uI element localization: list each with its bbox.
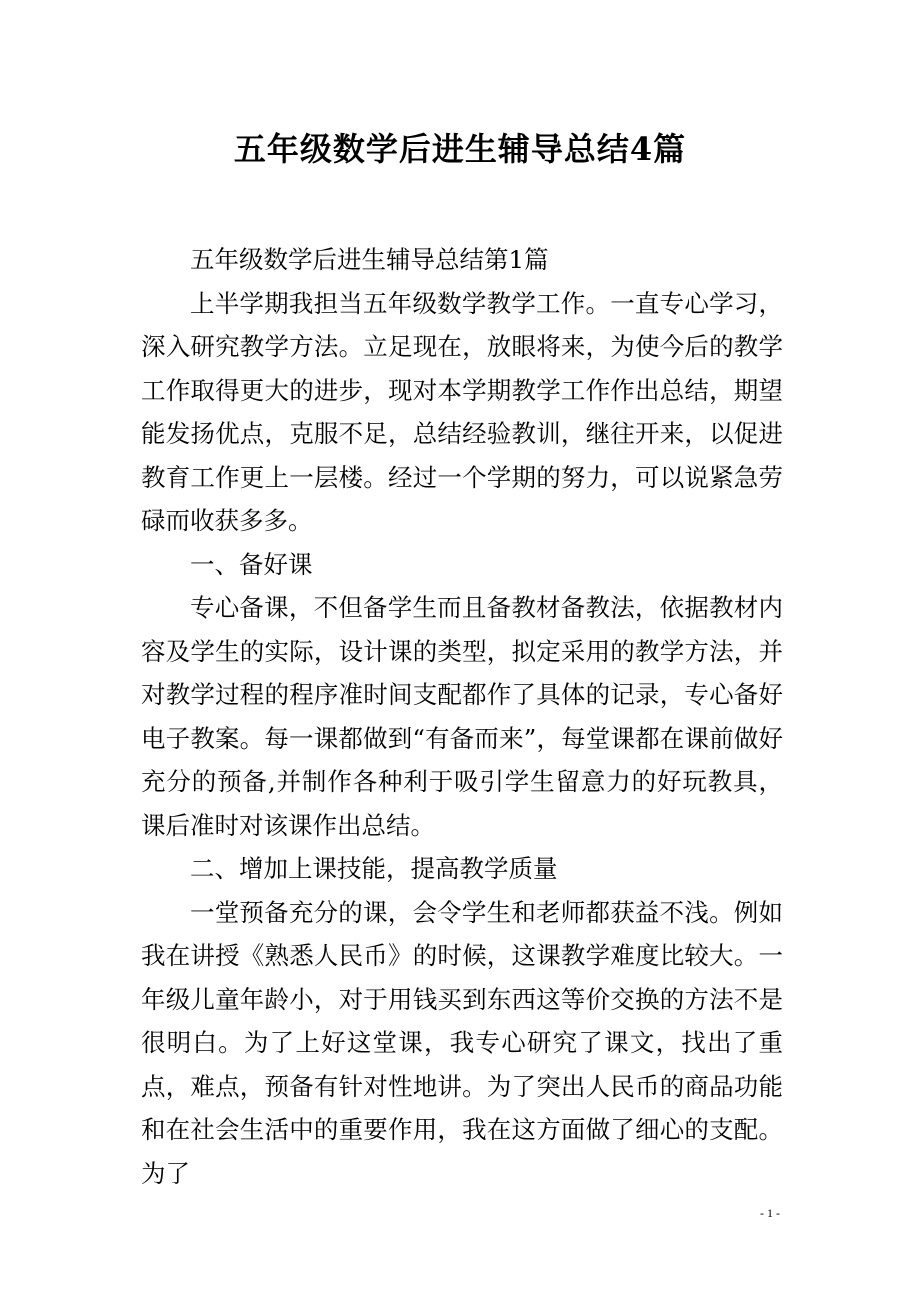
paragraph: 一堂预备充分的课，会令学生和老师都获益不浅。例如我在讲授《熟悉人民币》的时候，这课教学难度比较大。一年级儿童年龄小，对于用钱买到东西这等价交换的方法不是很明白。为了上好这堂课，我专心研究了课文，找出了重点，难点，预备有针对性地讲。为了突出人民币的商品功能和在社会生活中的重要作用，我在这方面做了细心的支配。为了 xyxy=(141,897,783,1188)
section-heading: 二、增加上课技能，提高教学质量 xyxy=(190,854,558,883)
section-heading: 一、备好课 xyxy=(190,549,313,579)
document-body xyxy=(141,238,783,1195)
page-number: - 1 - xyxy=(760,1206,780,1220)
section-heading: 五年级数学后进生辅导总结第1篇 xyxy=(190,245,549,274)
paragraph: 上半学期我担当五年级数学教学工作。一直专心学习，深入研究教学方法。立足现在，放眼将来，为使今后的教学工作取得更大的进步，现对本学期教学工作作出总结，期望能发扬优点，克服不足，总结经验教训，继往开来，以促进教育工作更上一层楼。经过一个学期的努力，可以说紧急劳碌而收获多多。 xyxy=(141,288,783,535)
paragraph: 专心备课，不但备学生而且备教材备教法，依据教材内容及学生的实际，设计课的类型，拟定采用的教学方法，并对教学过程的程序准时间支配都作了具体的记录，专心备好电子教案。每一课都做到“有备而来”，每堂课都在课前做好充分的预备,并制作各种利于吸引学生留意力的好玩教具，课后准时对该课作出总结。 xyxy=(141,593,783,840)
document-title: 五年级数学后进生辅导总结4篇 xyxy=(233,130,687,168)
